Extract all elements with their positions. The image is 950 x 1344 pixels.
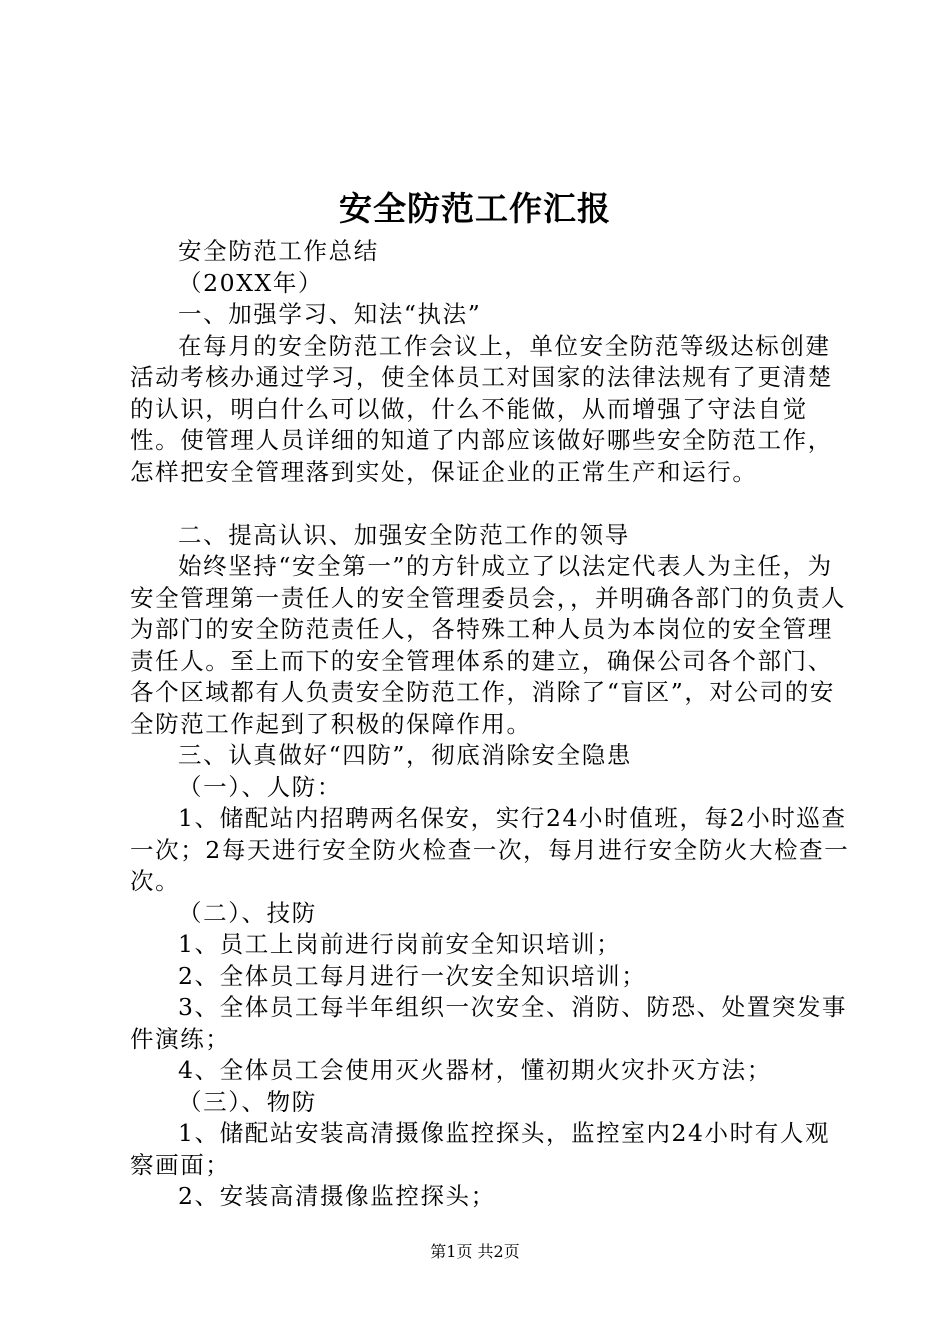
list-item: 1、储配站内招聘两名保安，实行24小时值班，每2小时巡查一次；2每天进行安全防火检查一次，每月进行安全防火大检查一次。: [130, 804, 850, 895]
section-heading-1: 一、加强学习、知法“执法”: [178, 300, 482, 328]
subsection-heading-3: （三）、物防: [178, 1087, 317, 1116]
list-item: 3、全体员工每半年组织一次安全、消防、防恐、处置突发事件演练；: [130, 993, 848, 1053]
year-paragraph: （20XX年）: [178, 268, 324, 297]
subtitle-paragraph: 安全防范工作总结: [178, 237, 379, 265]
list-item: 4、全体员工会使用灭火器材，懂初期火灾扑灭方法；: [178, 1056, 772, 1084]
blank-line: [130, 488, 850, 520]
section-1-paragraph: 在每月的安全防范工作会议上，单位安全防范等级达标创建活动考核办通过学习，使全体员工对国家的法律法规有了更清楚的认识，明白什么可以做，什么不能做，从而增强了守法自觉性。使管理人员详细的知道了内部应该做好哪些安全防范工作，怎样把安全管理落到实处，保证企业的正常生产和运行。: [130, 331, 833, 486]
section-heading-2: 二、提高认识、加强安全防范工作的领导: [178, 520, 630, 549]
list-item: 1、员工上岗前进行岗前安全知识培训；: [178, 930, 622, 958]
subsection-heading-2: （二）、技防: [178, 898, 317, 927]
page-footer: 第1页 共2页: [430, 1242, 520, 1261]
section-heading-3: 三、认真做好“四防”，彻底消除安全隐患: [178, 741, 632, 769]
list-item: 2、安装高清摄像监控探头；: [178, 1182, 496, 1210]
subsection-heading-1: （一）、人防：: [178, 772, 342, 801]
list-item: 1、储配站安装高清摄像监控探头，监控室内24小时有人观察画面；: [130, 1119, 831, 1179]
list-item: 2、全体员工每月进行一次安全知识培训；: [178, 961, 647, 990]
section-2-paragraph: 始终坚持“安全第一”的方针成立了以法定代表人为主任，为安全管理第一责任人的安全管理委员会，，并明确各部门的负责人为部门的安全防范责任人，各特殊工种人员为本岗位的安全管理责任人。至上而下的安全管理体系的建立，确保公司各个部门、各个区域都有人负责安全防范工作，消除了“盲区”，对公司的安全防范工作起到了积极的保障作用。: [130, 552, 847, 738]
document-body: [130, 236, 850, 1213]
document-title: 安全防范工作汇报: [339, 189, 611, 228]
